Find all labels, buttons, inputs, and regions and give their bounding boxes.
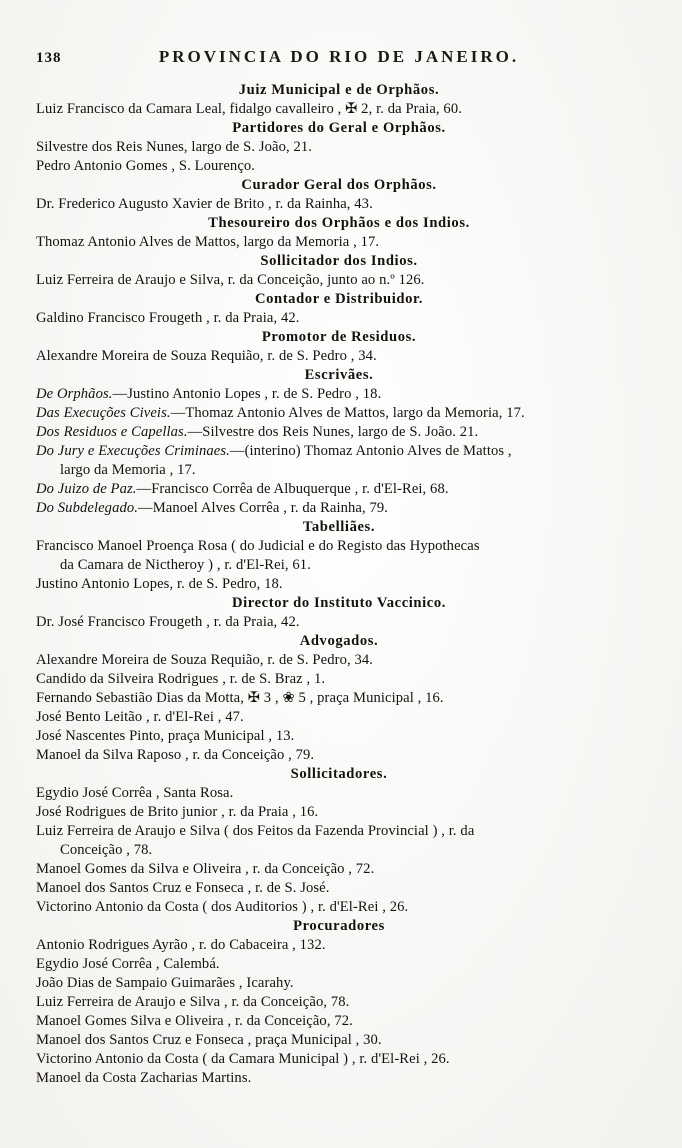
page-number: 138 bbox=[36, 50, 62, 66]
entry-text: Thomaz Antonio Alves de Mattos, largo da Memoria , 17. bbox=[36, 234, 380, 250]
entry-text: Luiz Ferreira de Araujo e Silva ( dos Feitos da Fazenda Provincial ) , r. da bbox=[36, 823, 475, 839]
directory-entry bbox=[36, 879, 642, 898]
entry-text: —Francisco Corrêa de Albuquerque , r. d'El-Rei, 68. bbox=[136, 481, 449, 497]
entry-office-label: Dos Residuos e Capellas. bbox=[36, 424, 188, 440]
entry-text: Alexandre Moreira de Souza Requião, r. de S. Pedro , 34. bbox=[36, 348, 377, 364]
entry-text: Antonio Rodrigues Ayrão , r. do Cabaceira , 132. bbox=[36, 937, 326, 953]
directory-entry bbox=[36, 499, 642, 518]
entry-text: Pedro Antonio Gomes , S. Lourenço. bbox=[36, 158, 256, 174]
directory-entry bbox=[36, 157, 642, 176]
page-header bbox=[36, 46, 642, 68]
entry-text: Fernando Sebastião Dias da Motta, ✠ 3 , ❀ 5 , praça Municipal , 16. bbox=[36, 690, 444, 706]
directory-entry bbox=[36, 803, 642, 822]
directory-entry bbox=[36, 1050, 642, 1069]
directory-entry bbox=[36, 708, 642, 727]
section-heading: Director do Instituto Vaccinico. bbox=[231, 595, 447, 611]
section-heading: Promotor de Residuos. bbox=[261, 329, 417, 345]
directory-entry bbox=[36, 613, 642, 632]
directory-entry bbox=[36, 955, 642, 974]
entry-text: Egydio José Corrêa , Santa Rosa. bbox=[36, 785, 234, 801]
directory-entry bbox=[36, 936, 642, 955]
entry-text: José Bento Leitão , r. d'El-Rei , 47. bbox=[36, 709, 244, 725]
section-heading: Partidores do Geral e Orphãos. bbox=[232, 120, 446, 136]
entry-text: —Justino Antonio Lopes , r. de S. Pedro , 18. bbox=[112, 386, 382, 402]
directory-entry bbox=[36, 480, 642, 499]
section-heading: Thesoureiro dos Orphãos e dos Indios. bbox=[208, 215, 470, 231]
directory-entry bbox=[36, 974, 642, 993]
page-title: PROVINCIA DO RIO DE JANEIRO. bbox=[158, 47, 520, 66]
entry-text: Silvestre dos Reis Nunes, largo de S. João, 21. bbox=[36, 139, 313, 155]
entry-text: —Silvestre dos Reis Nunes, largo de S. João. 21. bbox=[187, 424, 479, 440]
directory-entry bbox=[36, 746, 642, 765]
directory-entry bbox=[36, 404, 642, 423]
directory-entry bbox=[36, 271, 642, 290]
directory-entry bbox=[36, 1069, 642, 1088]
entry-text: Manoel Gomes Silva e Oliveira , r. da Conceição, 72. bbox=[36, 1013, 353, 1029]
entry-text: —Thomaz Antonio Alves de Mattos, largo da Memoria, 17. bbox=[170, 405, 525, 421]
entry-text: Candido da Silveira Rodrigues , r. de S. Braz , 1. bbox=[36, 671, 326, 687]
directory-entry bbox=[36, 822, 642, 860]
section-heading: Tabelliães. bbox=[302, 519, 376, 535]
entry-text: Luiz Francisco da Camara Leal, fidalgo cavalleiro , ✠ 2, r. da Praia, 60. bbox=[36, 101, 462, 117]
entry-text: José Rodrigues de Brito junior , r. da Praia , 16. bbox=[36, 804, 319, 820]
entry-text: Luiz Ferreira de Araujo e Silva, r. da Conceição, junto ao n.º 126. bbox=[36, 272, 425, 288]
entry-text: Dr. José Francisco Frougeth , r. da Praia, 42. bbox=[36, 614, 300, 630]
directory-entry bbox=[36, 993, 642, 1012]
entry-text: —(interino) Thomaz Antonio Alves de Mattos , bbox=[229, 443, 512, 459]
entry-office-label: Do Jury e Execuções Criminaes. bbox=[36, 443, 230, 459]
section-heading: Sollicitador dos Indios. bbox=[260, 253, 418, 269]
directory-entry bbox=[36, 385, 642, 404]
entry-text: Alexandre Moreira de Souza Requião, r. de S. Pedro, 34. bbox=[36, 652, 374, 668]
entry-text: Francisco Manoel Proença Rosa ( do Judicial e do Registo das Hypothecas bbox=[36, 538, 480, 554]
section-heading: Procuradores bbox=[293, 918, 385, 934]
entry-text: Justino Antonio Lopes, r. de S. Pedro, 18. bbox=[36, 576, 283, 592]
directory-entry bbox=[36, 727, 642, 746]
directory-entry bbox=[36, 233, 642, 252]
entry-text: Galdino Francisco Frougeth , r. da Praia, 42. bbox=[36, 310, 300, 326]
directory-entry bbox=[36, 195, 642, 214]
entry-office-label: Das Execuções Civeis. bbox=[36, 405, 171, 421]
section-heading: Curador Geral dos Orphãos. bbox=[241, 177, 437, 193]
entry-text: José Nascentes Pinto, praça Municipal , 13. bbox=[36, 728, 295, 744]
entry-text-continuation: da Camara de Nictheroy ) , r. d'El-Rei, 61. bbox=[60, 557, 311, 573]
entry-text: Manoel Gomes da Silva e Oliveira , r. da Conceição , 72. bbox=[36, 861, 375, 877]
section-heading: Escrivães. bbox=[304, 367, 374, 383]
entry-text: Luiz Ferreira de Araujo e Silva , r. da Conceição, 78. bbox=[36, 994, 350, 1010]
directory-entry bbox=[36, 442, 642, 480]
directory-entry bbox=[36, 670, 642, 689]
entry-text: João Dias de Sampaio Guimarães , Icarahy. bbox=[36, 975, 294, 991]
directory-entry bbox=[36, 138, 642, 157]
entry-text: Manoel da Silva Raposo , r. da Conceição , 79. bbox=[36, 747, 315, 763]
directory-entry bbox=[36, 309, 642, 328]
entry-text: Egydio José Corrêa , Calembá. bbox=[36, 956, 220, 972]
entry-office-label: Do Subdelegado. bbox=[36, 500, 139, 516]
directory-entry bbox=[36, 423, 642, 442]
entry-text: Manoel dos Santos Cruz e Fonseca , r. de S. José. bbox=[36, 880, 330, 896]
entry-text: Victorino Antonio da Costa ( dos Auditorios ) , r. d'El-Rei , 26. bbox=[36, 899, 409, 915]
directory-entry bbox=[36, 1012, 642, 1031]
directory-entry bbox=[36, 860, 642, 879]
directory-entry bbox=[36, 898, 642, 917]
section-heading: Contador e Distribuidor. bbox=[254, 291, 424, 307]
directory-entry bbox=[36, 537, 642, 575]
directory-content bbox=[36, 81, 642, 1088]
entry-text-continuation: largo da Memoria , 17. bbox=[60, 462, 196, 478]
directory-entry bbox=[36, 784, 642, 803]
entry-text: —Manoel Alves Corrêa , r. da Rainha, 79. bbox=[138, 500, 389, 516]
directory-entry bbox=[36, 347, 642, 366]
section-heading: Juiz Municipal e de Orphãos. bbox=[238, 82, 440, 98]
entry-text: Victorino Antonio da Costa ( da Camara Municipal ) , r. d'El-Rei , 26. bbox=[36, 1051, 450, 1067]
entry-text: Manoel dos Santos Cruz e Fonseca , praça Municipal , 30. bbox=[36, 1032, 382, 1048]
section-heading: Sollicitadores. bbox=[290, 766, 388, 782]
entry-office-label: De Orphãos. bbox=[36, 386, 113, 402]
directory-entry bbox=[36, 689, 642, 708]
entry-text: Manoel da Costa Zacharias Martins. bbox=[36, 1070, 252, 1086]
entry-office-label: Do Juizo de Paz. bbox=[36, 481, 137, 497]
directory-entry bbox=[36, 651, 642, 670]
entry-text: Dr. Frederico Augusto Xavier de Brito , r. da Rainha, 43. bbox=[36, 196, 373, 212]
directory-entry bbox=[36, 1031, 642, 1050]
section-heading: Advogados. bbox=[299, 633, 379, 649]
directory-entry bbox=[36, 575, 642, 594]
entry-text-continuation: Conceição , 78. bbox=[60, 842, 153, 858]
directory-entry bbox=[36, 100, 642, 119]
